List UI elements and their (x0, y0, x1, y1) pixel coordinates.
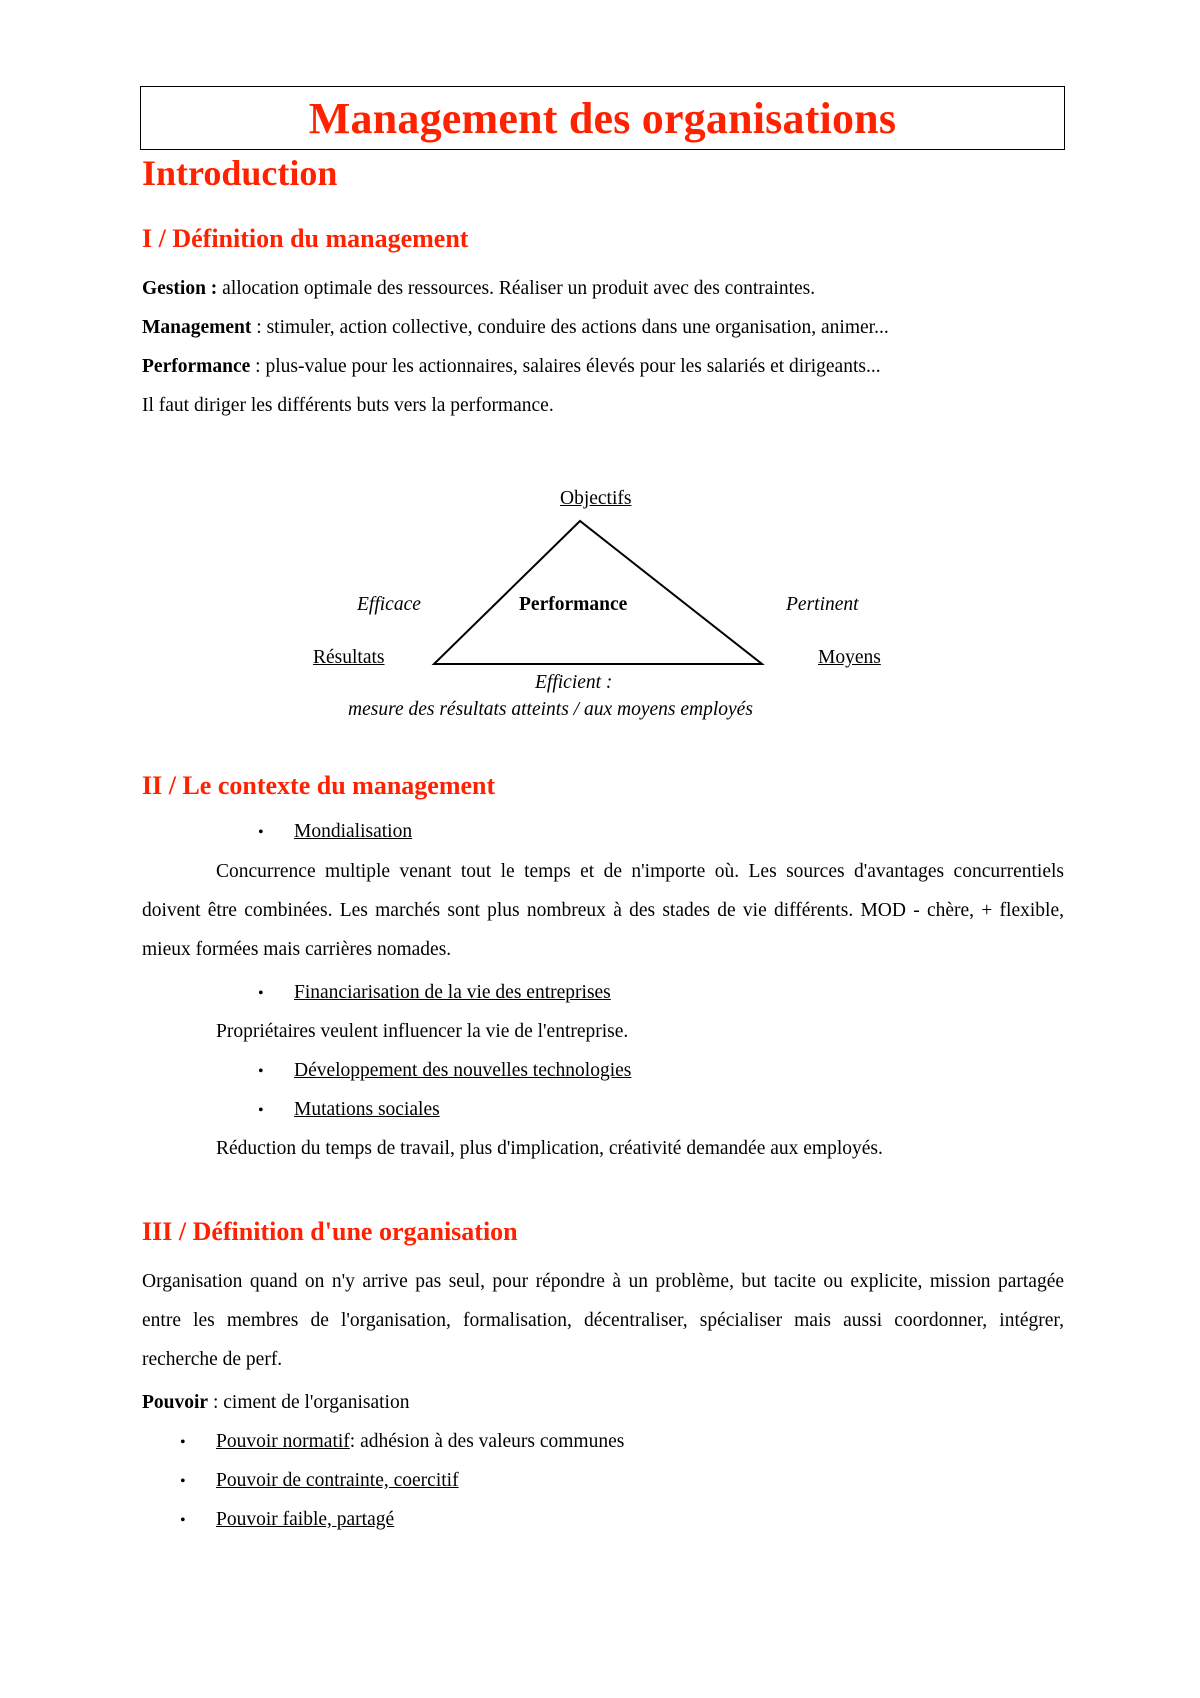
gestion-term: Gestion : (142, 278, 218, 299)
bullet-pouvoir-faible (180, 1509, 394, 1531)
gestion-definition (142, 278, 815, 300)
bullet-glyph: • (180, 1434, 186, 1451)
pouvoir-definition (142, 1392, 409, 1414)
bullet-mondialisation-text: Mondialisation (294, 821, 413, 842)
diagram-top-label: Objectifs (560, 488, 632, 509)
bullet-pouvoir-normatif (180, 1431, 624, 1453)
performance-definition (142, 356, 881, 378)
introduction-heading: Introduction (142, 153, 338, 193)
section-2-heading: II / Le contexte du management (142, 771, 496, 800)
diagram-left-side-label: Efficace (357, 594, 421, 615)
bullet-technologies-text: Développement des nouvelles technologies (294, 1060, 632, 1081)
diagram-right-side-label: Pertinent (786, 594, 859, 615)
title-box (140, 86, 1065, 150)
diagram-bottom-right-label: Moyens (818, 647, 881, 668)
bullet-mondialisation (258, 821, 412, 843)
bullet-glyph: • (258, 985, 264, 1002)
triangle-shape (434, 521, 762, 664)
bullet-financiarisation (258, 982, 611, 1004)
bullet-pouvoir-normatif-text: : adhésion à des valeurs communes (349, 1431, 625, 1452)
bullet-glyph: • (180, 1512, 186, 1529)
diagram-bottom-side-label: Efficient : (535, 672, 613, 693)
pouvoir-term: Pouvoir (142, 1392, 209, 1413)
mondialisation-paragraph: Concurrence multiple venant tout le temps et de n'importe où. Les sources d'avantages concurrentiels doivent être combinées. Les marchés sont plus nombreux à des stades de vie différents. MOD - chère, + flexible, mieux formées mais carrières nomades. (142, 861, 1064, 960)
bullet-glyph: • (258, 824, 264, 841)
management-term: Management (142, 317, 252, 338)
financiarisation-paragraph: Propriétaires veulent influencer la vie de l'entreprise. (216, 1021, 629, 1042)
bullet-pouvoir-contrainte (180, 1470, 459, 1492)
management-definition (142, 317, 889, 339)
diagram-bottom-caption: mesure des résultats atteints / aux moyens employés (348, 699, 753, 720)
bullet-glyph: • (258, 1063, 264, 1080)
bullet-mutations-text: Mutations sociales (294, 1099, 440, 1120)
bullet-glyph: • (180, 1473, 186, 1490)
mutations-paragraph: Réduction du temps de travail, plus d'implication, créativité demandée aux employés. (216, 1138, 883, 1159)
bullet-financiarisation-text: Financiarisation de la vie des entreprises (294, 982, 611, 1003)
bullet-pouvoir-contrainte-text: Pouvoir de contrainte, coercitif (216, 1470, 459, 1491)
bullet-glyph: • (258, 1102, 264, 1119)
management-text: : stimuler, action collective, conduire des actions dans une organisation, animer... (251, 317, 889, 338)
bullet-pouvoir-normatif-term: Pouvoir normatif (216, 1431, 350, 1452)
gestion-text: allocation optimale des ressources. Réaliser un produit avec des contraintes. (217, 278, 816, 299)
section-1-heading: I / Définition du management (142, 224, 469, 253)
bullet-pouvoir-faible-text: Pouvoir faible, partagé (216, 1509, 395, 1530)
performance-term: Performance (142, 356, 251, 377)
diagram-center-label: Performance (519, 594, 628, 615)
diagram-bottom-left-label: Résultats (313, 647, 385, 668)
document-title: Management des organisations (308, 93, 897, 143)
section-3-heading: III / Définition d'une organisation (142, 1217, 518, 1246)
performance-text: : plus-value pour les actionnaires, salaires élevés pour les salariés et dirigeants... (250, 356, 881, 377)
bullet-technologies (258, 1060, 631, 1082)
bullet-mutations (258, 1099, 440, 1121)
section-1-conclusion: Il faut diriger les différents buts vers la performance. (142, 395, 554, 416)
organisation-paragraph: Organisation quand on n'y arrive pas seul, pour répondre à un problème, but tacite ou explicite, mission partagée entre les membres de l'organisation, formalisation, décentraliser, spécialiser mais aussi coordonner, intégrer, recherche de perf. (142, 1271, 1064, 1370)
pouvoir-text: : ciment de l'organisation (208, 1392, 410, 1413)
